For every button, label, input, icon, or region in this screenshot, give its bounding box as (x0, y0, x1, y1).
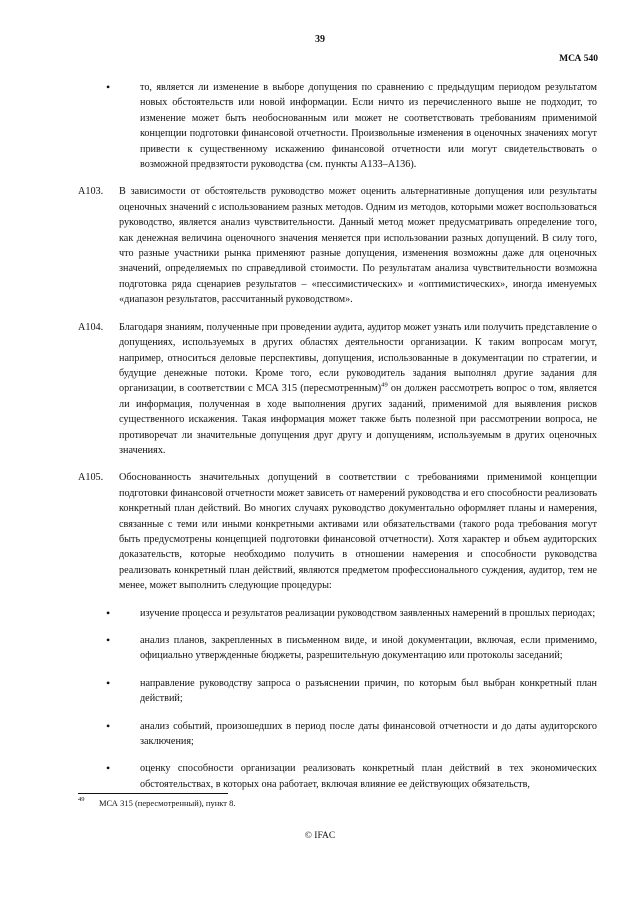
page-number: 39 (315, 34, 325, 45)
procedure-bullet-text: оценку способности организации реализовать конкретный план действий в тех экономических обстоятельствах, в которых она работает, включая влияние ее действующих обязательств, (140, 763, 597, 790)
intro-bullet (78, 80, 597, 172)
bullet-icon: • (106, 80, 111, 94)
procedure-bullet (78, 606, 597, 621)
procedure-bullet-text: изучение процесса и результатов реализации руководством заявленных намерений в прошлых периодах; (140, 607, 596, 619)
paragraph-text: В зависимости от обстоятельств руководство может оценить альтернативные допущения или результаты оценочных значений с использованием разных методов. Одним из методов, которыми может воспользоваться руководство, является анализ чувствительности. Данный метод может предусматривать определение того, как денежная величина оценочного значения меняется при использовании разных допущений. В силу того, что разные участники рынка применяют разные допущения, изменения возможны даже для оценочных значений, определяемых по справедливой стоимости. По результатам анализа чувствительности возможна подготовка ряда сценариев результатов – «пессимистических» и «оптимистических», иногда именуемых «диапазон результатов, рассчитанный руководством». (119, 186, 597, 306)
paragraph-text: Благодаря знаниям, полученные при проведении аудита, аудитор может узнать или получить представление о допущениях, используемых в других областях деятельности организации. К таким вопросам могут, например, относиться деловые перспективы, допущения, использованные в документации по стратегии, и будущие денежные потоки. Кроме того, если руководитель задания выполнял другие задания для организации, в соответствии с МСА 315 (пересмотренным) (119, 321, 597, 395)
bullet-icon: • (106, 675, 111, 690)
procedure-bullet (78, 761, 597, 792)
copyright-footer: © IFAC (304, 831, 336, 841)
paragraph-number: A105. (78, 472, 104, 484)
procedure-bullet (78, 719, 597, 750)
paragraph-text: Обоснованность значительных допущений в соответствии с требованиями применимой концепции подготовки финансовой отчетности может зависеть от намерений руководства и его способности реализовать конкретный план действий. Во многих случаях руководство документально оформляет планы и намерения, связанные с теми или иными конкретными активами или обязательствами (такого рода требования могут быть предусмотрены концепцией подготовки финансовой отчетности). Хотя характер и объем аудиторских доказательств, которые необходимо получить в отношении намерения и способности руководства реализовать конкретный план действий, являются предметом профессионального суждения, аудитор, тем не менее, может выполнить следующие процедуры: (119, 472, 597, 592)
procedure-bullet (78, 676, 597, 707)
intro-bullet-text: то, является ли изменение в выборе допущения по сравнению с предыдущим периодом результатом новых обстоятельств или новой информации. Если ничто из перечисленного выше не подходит, то изменение может быть необоснованным или может не соответствовать требованиям применимой концепции подготовки финансовой отчетности. Произвольные изменения в оценочных значениях могут привести к существенному искажению финансовой отчетности или могут свидетельствовать о возможной предвзятости руководства (см. пункты A133–A136). (140, 82, 597, 171)
paragraph-a103 (78, 184, 597, 307)
bullet-icon: • (106, 761, 111, 776)
paragraph-number: A103. (78, 186, 104, 198)
procedure-bullet-text: направление руководству запроса о разъяснении причин, по которым был выбран конкретный план действий; (140, 677, 597, 705)
paragraph-text-continued: он должен рассмотреть вопрос о том, является ли информация, полученная в ходе выполнения других заданий, применимой для выявления рисков существенного искажения. Такая информация может также быть полезной при рассмотрении вопроса, не противоречат ли значительные допущения друг другу и допущениям, используемым в других оценочных значениях. (119, 383, 597, 456)
bullet-icon: • (106, 633, 111, 647)
footnote-divider (78, 793, 228, 794)
procedure-bullet-text: анализ планов, закрепленных в письменном виде, и иной документации, включая, если применимо, официально утвержденные бюджеты, разрешительную документацию или протоколы заседаний; (140, 635, 597, 662)
paragraph-number: A104. (78, 321, 104, 333)
paragraph-a104 (78, 320, 597, 459)
procedure-bullet (78, 633, 597, 664)
bullet-icon: • (106, 605, 111, 620)
bullet-icon: • (106, 718, 111, 733)
footnote-text: МСА 315 (пересмотренный), пункт 8. (99, 798, 236, 808)
procedure-bullet-text: анализ событий, произошедших в период после даты финансовой отчетности и до даты аудиторского заключения; (140, 720, 597, 748)
paragraph-a105 (78, 470, 597, 593)
footnote-marker[interactable]: 49 (381, 381, 388, 389)
standard-reference: МСА 540 (559, 54, 598, 64)
footnote-number: 49 (78, 796, 85, 803)
document-body (78, 80, 597, 804)
footnote (78, 798, 235, 808)
